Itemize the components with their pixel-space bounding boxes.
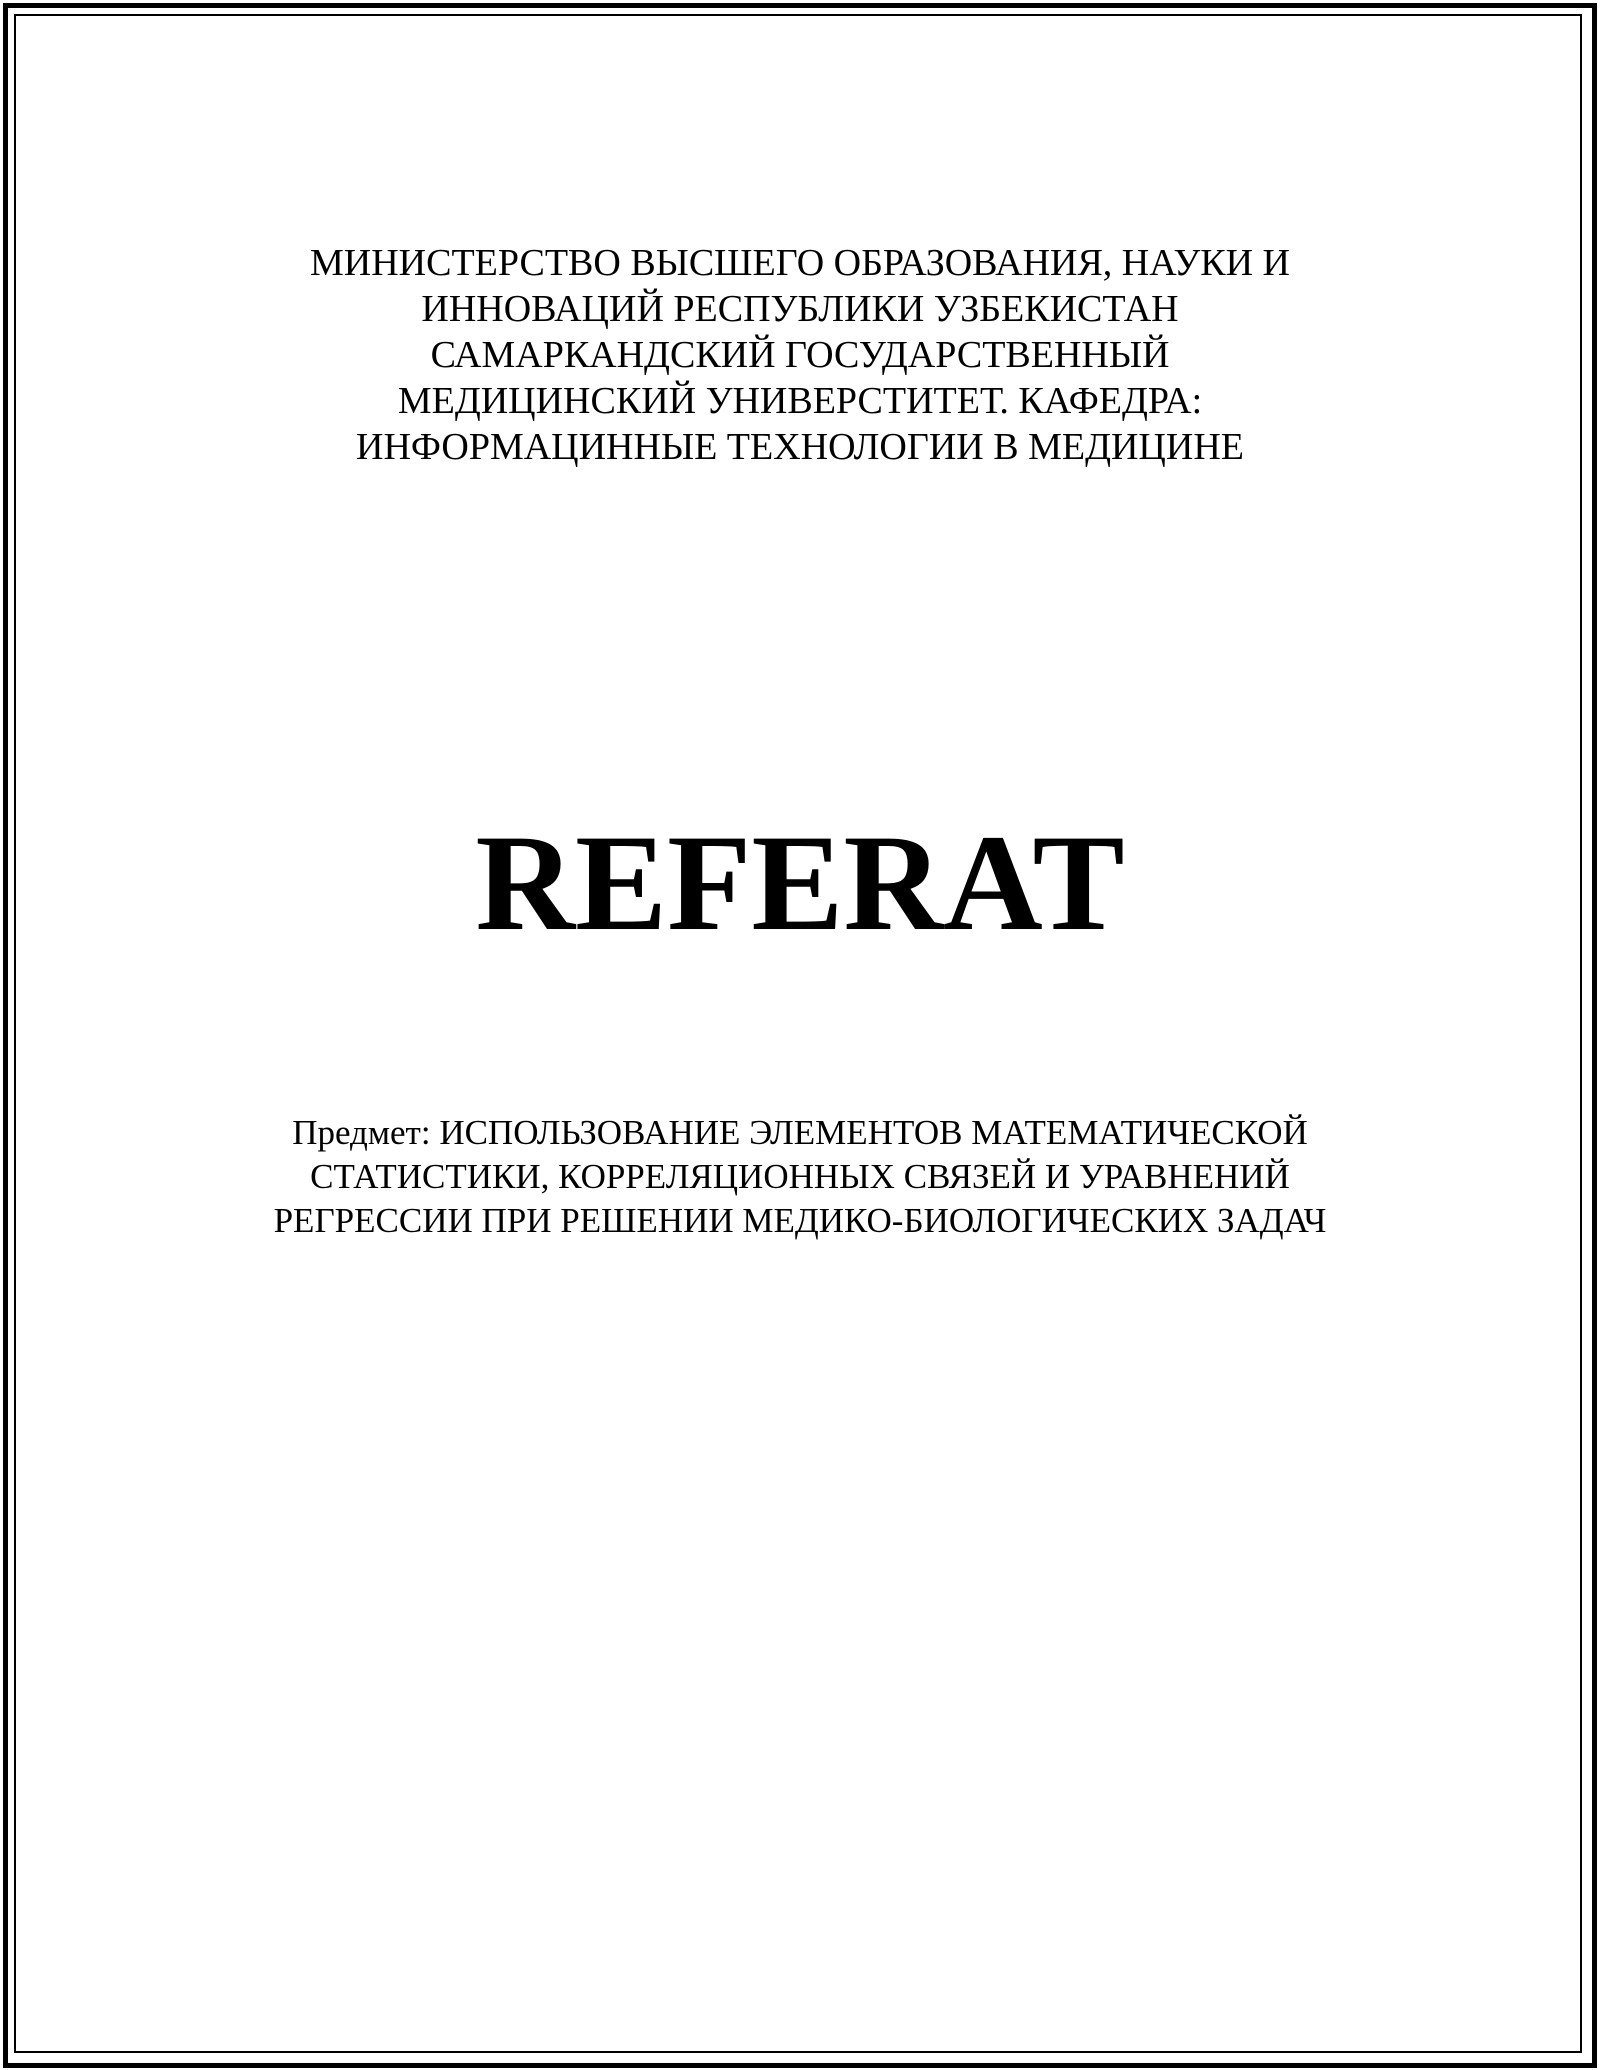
document-title: REFERAT: [475, 806, 1125, 959]
institution-header-line: МИНИСТЕРСТВО ВЫСШЕГО ОБРАЗОВАНИЯ, НАУКИ И: [310, 242, 1290, 284]
subject-line: РЕГРЕССИИ ПРИ РЕШЕНИИ МЕДИКО-БИОЛОГИЧЕСКИХ ЗАДАЧ: [273, 1201, 1327, 1240]
institution-header-line: ИННОВАЦИЙ РЕСПУБЛИКИ УЗБЕКИСТАН: [421, 288, 1179, 330]
subject-block: [0, 1111, 1600, 1243]
institution-header-line: ИНФОРМАЦИННЫЕ ТЕХНОЛОГИИ В МЕДИЦИНЕ: [356, 426, 1244, 468]
institution-header-line: МЕДИЦИНСКИЙ УНИВЕРСТИТЕТ. КАФЕДРА:: [397, 380, 1203, 422]
subject-line: СТАТИСТИКИ, КОРРЕЛЯЦИОННЫХ СВЯЗЕЙ И УРАВНЕНИЙ: [310, 1157, 1290, 1196]
institution-header: [0, 240, 1600, 470]
institution-header-line: САМАРКАНДСКИЙ ГОСУДАРСТВЕННЫЙ: [430, 334, 1170, 376]
subject-line: Предмет: ИСПОЛЬЗОВАНИЕ ЭЛЕМЕНТОВ МАТЕМАТИЧЕСКОЙ: [292, 1113, 1308, 1152]
